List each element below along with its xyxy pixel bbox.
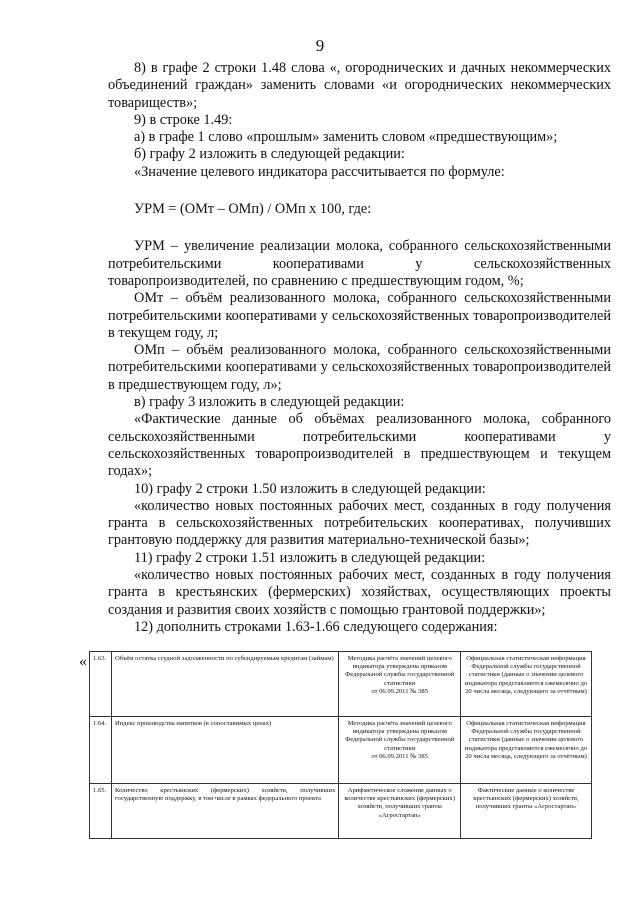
definition-omp: ОМп – объём реализованного молока, собранного сельскохозяйственными потребительскими кооперативами у сельскохозяйственных товаропроизводителей в предшествующем году, л»;: [108, 342, 611, 393]
indicator-table-wrapper: [79, 651, 592, 839]
method-cell: [339, 784, 461, 839]
row-number: 1.65.: [90, 784, 112, 839]
paragraph-9v: в) графу 3 изложить в следующей редакции:: [134, 394, 405, 411]
paragraph-9a: а) в графе 1 слово «прошлым» заменить словом «предшествующим»;: [134, 129, 558, 146]
row-1-51-text: «количество новых постоянных рабочих мест, созданных в году получения гранта в крестьянских (фермерских) хозяйствах, осуществляющих проекты создания и развития своих хозяйств с помощью грантовой поддержки»;: [108, 567, 611, 618]
method-text: Арифметическое сложение данных о количестве крестьянских (фермерских) хозяйств, получивших гранты «Агростартап»: [344, 787, 455, 819]
paragraph-9: 9) в строке 1.49:: [134, 111, 233, 128]
method-order: от 06.09.2011 № 385: [371, 687, 429, 695]
row-number: 1.64.: [90, 717, 112, 784]
method-text: Методика расчёта значений целевого индикатора утверждена приказом Федеральной службы государственной статистики: [345, 655, 455, 687]
row-1-50-text: «количество новых постоянных рабочих мест, созданных в году получения гранта в сельскохозяйственных потребительских кооперативах, получивших грантовую поддержку для развития материально-технической базы»;: [108, 497, 611, 549]
row-number: 1.63.: [90, 652, 112, 717]
paragraph-9b: б) графу 2 изложить в следующей редакции:: [134, 146, 405, 163]
column-3-text: «Фактические данные об объёмах реализованного молока, собранного сельскохозяйственными потребительскими кооперативами у сельскохозяйственных товаропроизводителей в предшествующем и текущем годах»;: [108, 411, 611, 480]
opening-quote: «: [79, 653, 87, 670]
document-body: [108, 60, 611, 636]
method-cell: [339, 652, 461, 717]
formula-intro: «Значение целевого индикатора рассчитывается по формуле:: [134, 163, 505, 180]
paragraph-12: 12) дополнить строками 1.63-1.66 следующего содержания:: [134, 618, 498, 635]
method-order: от 06.09.2011 № 385: [371, 752, 429, 760]
table-row: [90, 652, 592, 717]
indicator-table: [89, 651, 592, 839]
indicator-name: Объём остатка ссудной задолженности по субсидируемым кредитам (займам): [112, 652, 339, 717]
paragraph-11: 11) графу 2 строки 1.51 изложить в следующей редакции:: [134, 549, 486, 566]
definition-omt: ОМт – объём реализованного молока, собранного сельскохозяйственными потребительскими кооперативами у сельскохозяйственных товаропроизводителей в текущем году, л;: [108, 290, 611, 341]
page-number: 9: [315, 36, 325, 55]
indicator-name: Индекс производства напитков (в сопоставимых ценах): [112, 717, 339, 784]
formula: УРМ = (ОМт – ОМп) / ОМп х 100, где:: [134, 201, 372, 218]
method-cell: [339, 717, 461, 784]
indicator-name: Количество крестьянских (фермерских) хозяйств, получивших государственную поддержку, в том числе в рамках федерального проекта: [112, 784, 339, 839]
table-row: [90, 717, 592, 784]
definition-urm: УРМ – увеличение реализации молока, собранного сельскохозяйственными потребительскими кооперативами у сельскохозяйственных товаропроизводителей, по сравнению с предшествующим годом, %;: [108, 238, 611, 289]
table-row: [90, 784, 592, 839]
source-cell: Официальная статистическая информация Федеральной службы государственной статистики (данные о значении целевого индикатора представляются ежемесячно до 20 числа месяца, следующего за отчётным): [460, 652, 591, 717]
paragraph-10: 10) графу 2 строки 1.50 изложить в следующей редакции:: [134, 480, 486, 497]
paragraph-8: 8) в графе 2 строки 1.48 слова «, огороднических и дачных некоммерческих объединений граждан» заменить словами «и огороднических некоммерческих товариществ»;: [108, 60, 611, 111]
source-cell: Официальная статистическая информация Федеральной службы государственной статистики (данные о значении целевого индикатора представляются ежемесячно до 20 числа месяца, следующего за отчётным): [460, 717, 591, 784]
method-text: Методика расчёта значений целевого индикатора утверждена приказом Федеральной службы государственной статистики: [345, 720, 455, 752]
source-cell: Фактические данные о количестве крестьянских (фермерских) хозяйств, получивших гранты «Агростартап»: [460, 784, 591, 839]
